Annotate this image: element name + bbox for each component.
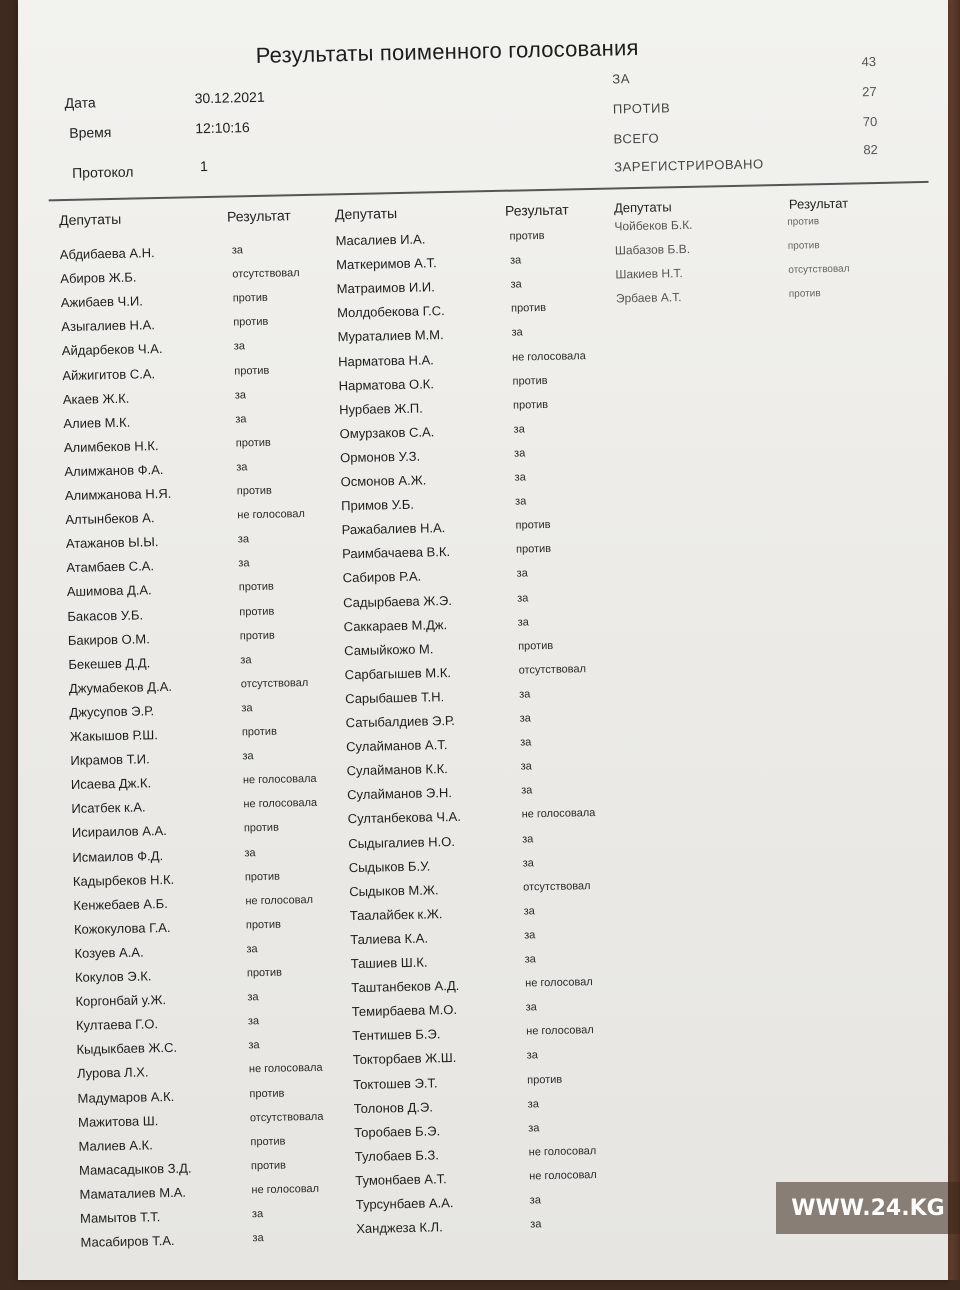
vote-result: за xyxy=(234,388,247,402)
deputy-name: Тентишев Б.Э. xyxy=(352,1026,441,1044)
deputy-name: Козуев А.А. xyxy=(74,944,144,961)
vote-result: за xyxy=(509,254,522,267)
deputy-name: Тумонбаев А.Т. xyxy=(355,1171,447,1188)
deputy-name: Мажитова Ш. xyxy=(77,1112,159,1130)
vote-result: за xyxy=(242,750,254,763)
vote-result: за xyxy=(521,784,533,797)
vote-result: за xyxy=(247,991,259,1004)
col3-result-header: Результат xyxy=(788,195,849,212)
vote-result: за xyxy=(511,326,523,340)
stat-registered-value: 82 xyxy=(863,141,878,158)
vote-result: за xyxy=(514,471,526,484)
vote-result: против xyxy=(238,581,274,594)
vote-result: против xyxy=(509,229,545,243)
deputy-row xyxy=(27,1062,323,1091)
deputy-name: Сыдыков Б.У. xyxy=(348,858,431,875)
deputy-name: Малиев А.К. xyxy=(78,1137,153,1154)
deputy-name: Матраимов И.И. xyxy=(336,279,435,297)
vote-result: за xyxy=(524,953,536,966)
deputy-name: Кадырбеков Н.К. xyxy=(72,871,175,889)
deputy-name: Нарматова О.К. xyxy=(338,375,435,393)
deputy-row xyxy=(13,412,247,441)
stat-for-label: ЗА xyxy=(612,71,631,87)
deputy-row xyxy=(16,533,250,561)
deputy-name: Темирбаева М.О. xyxy=(351,1002,458,1020)
deputy-name: Алимжанов Ф.А. xyxy=(64,461,164,479)
deputy-row xyxy=(10,267,300,296)
deputy-name: Толонов Д.Э. xyxy=(353,1099,434,1116)
vote-result: против xyxy=(787,216,820,228)
vote-result: против xyxy=(512,374,548,388)
deputy-row xyxy=(21,773,317,802)
vote-result: против xyxy=(250,1159,287,1173)
stat-for-value: 43 xyxy=(861,53,877,70)
deputy-row xyxy=(22,846,256,875)
vote-result: за xyxy=(247,1015,260,1028)
deputy-name: Лурова Л.Х. xyxy=(76,1064,149,1082)
deputy-name: Алтынбеков А. xyxy=(65,510,155,528)
deputy-name: Кенжебаев А.Б. xyxy=(73,895,168,913)
protocol-label: Протокол xyxy=(71,163,134,181)
vote-result: за xyxy=(231,244,244,257)
deputy-name: Атажанов Ы.Ы. xyxy=(65,534,159,552)
vote-result: за xyxy=(519,712,531,725)
deputy-name: Атамбаев С.А. xyxy=(66,558,155,576)
deputy-name: Турсунбаев А.А. xyxy=(355,1195,454,1213)
vote-result: за xyxy=(513,447,526,460)
deputy-name: Алимжанова Н.Я. xyxy=(64,485,172,504)
deputy-name: Кыдыкбаев Ж.С. xyxy=(76,1040,178,1058)
deputy-name: Култаева Г.О. xyxy=(75,1016,159,1034)
deputy-name: Сулайманов А.Т. xyxy=(346,737,448,755)
vote-result: за xyxy=(510,278,522,291)
date-label: Дата xyxy=(64,94,96,111)
vote-result: не голосовал xyxy=(525,976,593,990)
deputy-row xyxy=(30,1232,264,1260)
vote-result: за xyxy=(523,905,535,918)
vote-result: отсутствовал xyxy=(788,263,850,277)
deputy-name: Омурзаков С.А. xyxy=(339,424,435,442)
deputy-name: Токторбаев Ж.Ш. xyxy=(352,1050,457,1068)
vote-result: против xyxy=(515,543,552,556)
col3-deputies-header: Депутаты xyxy=(613,199,672,216)
deputy-row xyxy=(19,676,309,706)
time-value: 12:10:16 xyxy=(195,119,250,137)
vote-result: не голосовал xyxy=(245,893,314,908)
vote-result: против xyxy=(788,288,821,301)
vote-result: за xyxy=(517,591,529,605)
document-title: Результаты поименного голосования xyxy=(255,34,639,68)
vote-result: за xyxy=(519,688,531,701)
deputy-name: Маткеримов А.Т. xyxy=(335,255,437,273)
deputy-name: Таалайбек к.Ж. xyxy=(349,906,443,923)
deputy-name: Султанбекова Ч.А. xyxy=(347,809,462,827)
vote-result: против xyxy=(787,240,820,252)
deputy-name: Сулайманов Э.Н. xyxy=(347,785,453,803)
deputy-name: Азыгалиев Н.А. xyxy=(61,317,156,335)
deputy-name: Кожокулова Г.А. xyxy=(73,919,171,937)
deputy-name: Масалиев И.А. xyxy=(335,231,426,249)
deputy-name: Эрбаев А.Т. xyxy=(615,290,682,306)
vote-result: за xyxy=(520,760,532,773)
vote-result: против xyxy=(241,725,277,739)
vote-result: за xyxy=(235,412,247,426)
deputy-name: Тулобаев Б.З. xyxy=(354,1147,440,1164)
time-label: Время xyxy=(69,123,112,141)
deputy-name: Нурбаев Ж.П. xyxy=(338,400,423,417)
vote-result: за xyxy=(233,340,246,353)
deputy-name: Исатбек к.А. xyxy=(71,799,146,817)
deputy-row xyxy=(14,436,271,465)
vote-result: за xyxy=(252,1232,264,1245)
deputy-name: Мамасадыков З.Д. xyxy=(78,1160,192,1178)
vote-result: за xyxy=(237,533,250,546)
deputy-name: Осмонов А.Ж. xyxy=(340,472,427,490)
deputy-row xyxy=(24,918,282,947)
deputy-name: Талиева К.А. xyxy=(350,930,429,948)
vote-result: отсутствовала xyxy=(249,1110,324,1124)
deputy-row xyxy=(20,750,254,778)
vote-result: за xyxy=(236,461,248,474)
protocol-value: 1 xyxy=(199,157,208,175)
deputy-row xyxy=(11,291,268,320)
vote-result: за xyxy=(524,929,536,942)
deputy-row xyxy=(15,484,272,513)
stat-against-label: ПРОТИВ xyxy=(612,100,671,117)
col2-deputies-header: Депутаты xyxy=(334,205,398,223)
deputy-row xyxy=(26,1015,260,1043)
deputy-name: Мадумаров А.К. xyxy=(77,1088,175,1106)
vote-result: не голосовала xyxy=(242,773,317,787)
deputy-row xyxy=(29,1159,287,1188)
vote-result: за xyxy=(238,557,250,570)
vote-result: не голосовала xyxy=(243,797,318,811)
date-value: 30.12.2021 xyxy=(194,88,265,107)
deputy-row xyxy=(20,725,277,754)
vote-result: против xyxy=(515,519,551,532)
vote-result: не голосовала xyxy=(511,349,586,364)
vote-result: против xyxy=(527,1073,563,1086)
vote-result: против xyxy=(239,605,275,618)
deputy-name: Жакышов Р.Ш. xyxy=(69,727,159,744)
deputy-name: Алимбеков Н.К. xyxy=(63,437,159,455)
deputy-name: Сыдыков М.Ж. xyxy=(349,881,439,899)
deputy-row xyxy=(25,966,283,995)
vote-result: против xyxy=(233,316,269,329)
deputy-row xyxy=(17,605,275,634)
vote-result: за xyxy=(522,832,534,846)
deputy-row xyxy=(19,702,253,730)
vote-result: против xyxy=(236,484,272,498)
vote-result: против xyxy=(243,822,279,835)
deputy-row xyxy=(29,1182,320,1212)
vote-result: за xyxy=(530,1218,542,1231)
voting-results-document xyxy=(5,0,960,1290)
deputy-name: Акаев Ж.К. xyxy=(62,390,130,407)
vote-result: против xyxy=(246,966,283,980)
vote-result: отсутствовал xyxy=(518,662,587,677)
deputy-name: Торобаев Б.Э. xyxy=(354,1123,441,1140)
col1-deputies-header: Депутаты xyxy=(58,210,122,229)
vote-result: за xyxy=(240,653,252,667)
deputy-name: Чойбеков Б.К. xyxy=(614,217,693,234)
deputy-name: Алиев М.К. xyxy=(63,414,131,431)
deputy-name: Масабиров Т.А. xyxy=(80,1233,175,1250)
vote-result: против xyxy=(239,629,275,642)
vote-result: не голосовал xyxy=(529,1168,597,1183)
col1-result-header: Результат xyxy=(226,207,291,225)
deputy-name: Самыйкожо М. xyxy=(344,641,434,658)
deputy-name: Саккараев М.Дж. xyxy=(343,616,448,634)
vote-result: против xyxy=(249,1087,285,1100)
stat-registered-label: ЗАРЕГИСТРИРОВАНО xyxy=(613,156,764,175)
vote-result: против xyxy=(234,364,270,377)
deputy-name: Коргонбай у.Ж. xyxy=(75,992,167,1010)
deputy-row xyxy=(18,653,252,682)
deputy-row xyxy=(12,340,246,369)
deputy-name: Маматалиев М.А. xyxy=(79,1184,187,1202)
vote-result: за xyxy=(522,856,534,870)
vote-result: за xyxy=(244,846,256,859)
deputy-row xyxy=(14,461,248,489)
deputy-name: Садырбаева Ж.Э. xyxy=(343,592,453,610)
vote-result: не голосовал xyxy=(237,508,306,522)
vote-result: не голосовала xyxy=(248,1062,323,1076)
deputy-row xyxy=(28,1135,286,1164)
deputy-row xyxy=(16,557,250,585)
deputy-row xyxy=(11,316,269,344)
vote-result: за xyxy=(529,1194,542,1207)
deputy-name: Сулайманов К.К. xyxy=(346,761,448,779)
deputy-name: Кокулов Э.К. xyxy=(74,968,152,985)
vote-result: за xyxy=(248,1039,260,1052)
deputy-name: Раимбачаева В.К. xyxy=(342,544,451,562)
deputy-row xyxy=(23,893,314,923)
deputy-name: Джусупов Э.Р. xyxy=(69,703,155,720)
deputy-row xyxy=(10,244,244,272)
deputy-row xyxy=(12,364,270,393)
vote-result: не голосовал xyxy=(526,1024,594,1038)
deputy-row xyxy=(28,1110,324,1140)
vote-result: за xyxy=(513,423,525,436)
deputy-name: Ташиев Ш.К. xyxy=(350,954,428,972)
deputy-row xyxy=(23,870,281,899)
deputy-name: Нарматова Н.А. xyxy=(337,351,434,369)
deputy-name: Джумабеков Д.А. xyxy=(68,678,173,696)
deputy-name: Айжигитов С.А. xyxy=(62,365,156,383)
deputy-name: Ормонов У.З. xyxy=(339,448,421,466)
deputy-row xyxy=(22,822,279,850)
vote-result: против xyxy=(518,639,554,653)
stat-against-value: 27 xyxy=(861,83,877,100)
vote-result: за xyxy=(517,615,529,629)
vote-result: против xyxy=(244,870,281,883)
deputy-name: Сыдыгалиев Н.О. xyxy=(348,833,456,851)
vote-result: за xyxy=(527,1097,540,1111)
deputy-name: Таштанбеков А.Д. xyxy=(351,977,460,996)
vote-result: за xyxy=(241,702,253,715)
stat-total-value: 70 xyxy=(862,113,878,130)
vote-result: отсутствовал xyxy=(240,676,309,691)
deputy-name: Шабазов Б.В. xyxy=(614,241,691,258)
deputy-name: Икрамов Т.И. xyxy=(70,751,150,769)
deputy-name: Сарыбашев Т.Н. xyxy=(345,689,445,707)
vote-result: против xyxy=(232,291,268,305)
vote-result: за xyxy=(525,1001,538,1014)
deputy-name: Бакиров О.М. xyxy=(67,630,150,648)
vote-result: отсутствовал xyxy=(232,267,300,281)
deputy-name: Абиров Ж.Б. xyxy=(60,269,137,287)
deputy-name: Мамытов Т.Т. xyxy=(79,1209,161,1226)
vote-result: за xyxy=(246,942,258,956)
deputy-name: Токтошев Э.Т. xyxy=(353,1074,438,1092)
vote-result: за xyxy=(520,736,532,749)
deputy-name: Сарбагышев М.К. xyxy=(344,664,452,683)
deputy-row xyxy=(15,508,306,537)
deputy-name: Бекешев Д.Д. xyxy=(68,654,151,672)
deputy-name: Мураталиев М.М. xyxy=(337,327,444,345)
col2-result-header: Результат xyxy=(504,201,569,219)
deputy-name: Айдарбеков Ч.А. xyxy=(61,341,163,359)
vote-result: не голосовала xyxy=(521,807,596,821)
stat-total-label: ВСЕГО xyxy=(613,130,660,147)
deputy-name: Молдобекова Г.С. xyxy=(336,303,445,321)
deputy-name: Сатыбалдиев Э.Р. xyxy=(345,712,455,731)
vote-result: не голосовал xyxy=(528,1144,597,1159)
deputy-row xyxy=(27,1087,285,1115)
vote-result: против xyxy=(250,1135,286,1148)
vote-result: за xyxy=(526,1049,539,1062)
deputy-name: Ражабалиев Н.А. xyxy=(341,520,446,538)
vote-result: против xyxy=(510,302,547,315)
vote-result: за xyxy=(251,1208,264,1221)
vote-result: за xyxy=(528,1121,540,1135)
deputy-row xyxy=(24,942,258,971)
vote-result: против xyxy=(245,918,282,932)
deputy-name: Исаева Дж.К. xyxy=(70,775,152,793)
deputy-row xyxy=(13,388,247,417)
vote-result: против xyxy=(512,398,549,412)
deputy-name: Ажибаев Ч.И. xyxy=(60,293,143,311)
deputy-name: Исмаилов Ф.Д. xyxy=(72,847,164,865)
deputy-name: Бакасов У.Б. xyxy=(67,606,144,624)
deputy-row xyxy=(30,1208,264,1236)
deputy-row xyxy=(21,797,318,826)
vote-result: отсутствовал xyxy=(523,879,591,894)
vote-result: против xyxy=(235,436,271,450)
vote-result: не голосовал xyxy=(251,1182,320,1197)
deputy-row xyxy=(17,581,274,609)
site-watermark: WWW.24.KG xyxy=(776,1182,960,1234)
deputy-row xyxy=(26,1039,260,1067)
deputy-name: Абдибаева А.Н. xyxy=(59,245,155,263)
deputy-name: Ашимова Д.А. xyxy=(66,582,152,600)
deputy-name: Ханджеза К.Л. xyxy=(356,1219,443,1237)
deputy-name: Исираилов А.А. xyxy=(71,823,167,841)
vote-result: за xyxy=(514,495,527,508)
deputy-name: Сабиров Р.А. xyxy=(342,568,422,586)
vote-result: за xyxy=(516,567,528,580)
deputy-row xyxy=(18,629,275,658)
deputy-name: Шакиев Н.Т. xyxy=(615,266,683,282)
deputy-name: Примов У.Б. xyxy=(340,496,415,514)
deputy-row xyxy=(25,991,259,1019)
